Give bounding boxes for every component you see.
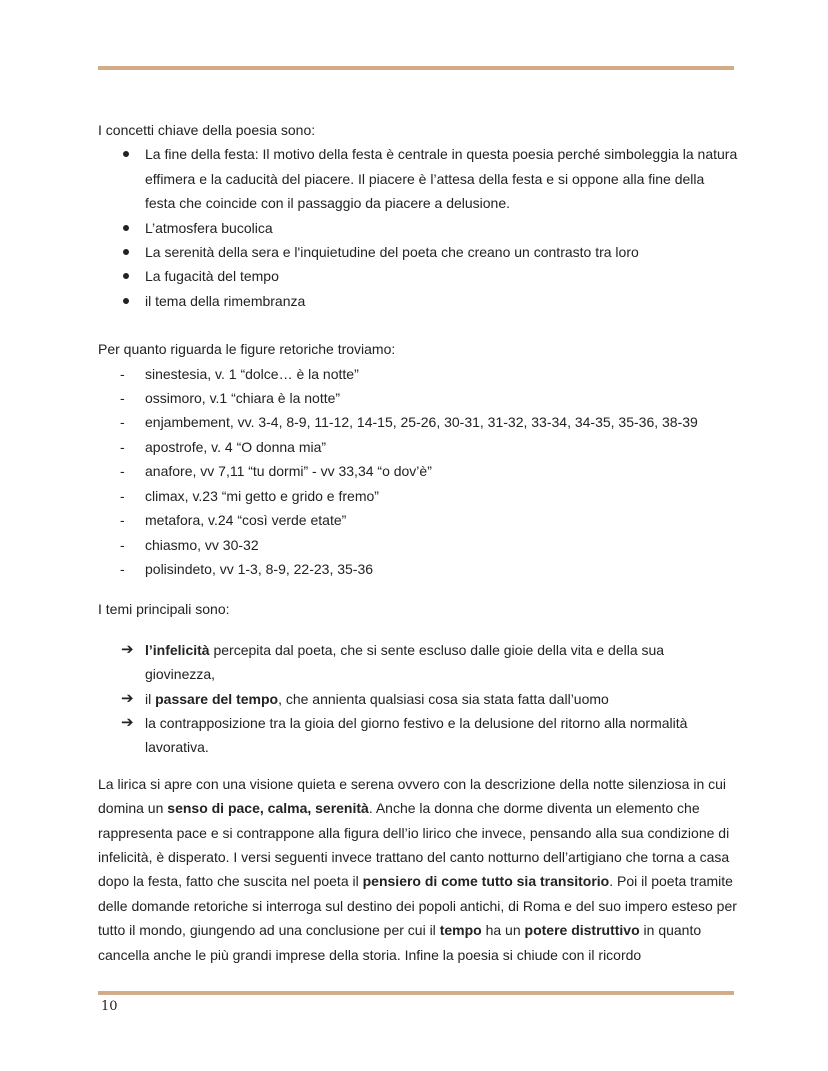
list-item: - metafora, v.24 “così verde etate” [98, 508, 738, 532]
list-item: - apostrofe, v. 4 “O donna mia” [98, 435, 738, 459]
arrow-icon: ➔ [121, 689, 134, 707]
list-item: - enjambement, vv. 3-4, 8-9, 11-12, 14-15, 25-26, 30-31, 31-32, 33-34, 34-35, 35-36, 38-39 [98, 410, 738, 434]
theme-keyword: passare del tempo [155, 690, 279, 707]
themes-heading: I temi principali sono: [98, 601, 230, 618]
list-item: ➔ la contrapposizione tra la gioia del giorno festivo e la delusione del ritorno alla normalità lavorativa. [98, 711, 738, 760]
page-body [98, 118, 738, 967]
themes-list [98, 638, 738, 760]
list-item: - sinestesia, v. 1 “dolce… è la notte” [98, 362, 738, 386]
list-item: La serenità della sera e l'inquietudine del poeta che creano un contrasto tra loro [98, 240, 738, 264]
analysis-paragraph: La lirica si apre con una visione quieta e serena ovvero con la descrizione della notte silenziosa in cui domina un senso di pace, calma, serenità. Anche la donna che dorme diventa un elemento che rappresenta pace e si contrappone alla figura dell’io lirico che invece, pensando alla sua condizione di infelicità, è disperato. I versi seguenti invece trattano del canto notturno dell’artigiano che torna a casa dopo la festa, fatto che suscita nel poeta il pensiero di come tutto sia transitorio. Poi il poeta tramite delle domande retoriche si interroga sul destino dei popoli antichi, di Roma e del suo impero esteso per tutto il mondo, giungendo ad una conclusione per cui il tempo ha un potere distruttivo in quanto cancella anche le più grandi imprese della storia. Infine la poesia si chiude con il ricordo [98, 775, 737, 963]
header-rule [98, 66, 734, 70]
list-item: il tema della rimembranza [98, 289, 738, 313]
list-item: L’atmosfera bucolica [98, 216, 738, 240]
list-item: - anafore, vv 7,11 “tu dormi” - vv 33,34 “o dov’è” [98, 459, 738, 483]
figures-list [98, 362, 738, 582]
list-item: La fine della festa: Il motivo della festa è centrale in questa poesia perché simboleggia la natura effimera e la caducità del piacere. Il piacere è l’attesa della festa e si oppone alla fine della festa che coincide con il passaggio da piacere a delusione. [98, 142, 738, 215]
list-item: - climax, v.23 “mi getto e grido e fremo” [98, 484, 738, 508]
key-concepts-list [98, 142, 738, 313]
theme-keyword: l’infelicità [145, 641, 210, 658]
list-item: - chiasmo, vv 30-32 [98, 533, 738, 557]
arrow-icon: ➔ [121, 713, 134, 731]
list-item: La fugacità del tempo [98, 264, 738, 288]
list-item: - polisindeto, vv 1-3, 8-9, 22-23, 35-36 [98, 557, 738, 581]
footer-rule [98, 991, 734, 995]
list-item: ➔ l’infelicità percepita dal poeta, che si sente escluso dalle gioie della vita e della sua giovinezza, [98, 638, 738, 687]
figures-heading: Per quanto riguarda le figure retoriche troviamo: [98, 341, 396, 358]
arrow-icon: ➔ [121, 640, 134, 658]
list-item: ➔ il passare del tempo, che annienta qualsiasi cosa sia stata fatta dall’uomo [98, 687, 738, 711]
list-item: - ossimoro, v.1 “chiara è la notte” [98, 386, 738, 410]
key-concepts-intro: I concetti chiave della poesia sono: [98, 122, 316, 138]
page-number: 10 [101, 999, 118, 1014]
